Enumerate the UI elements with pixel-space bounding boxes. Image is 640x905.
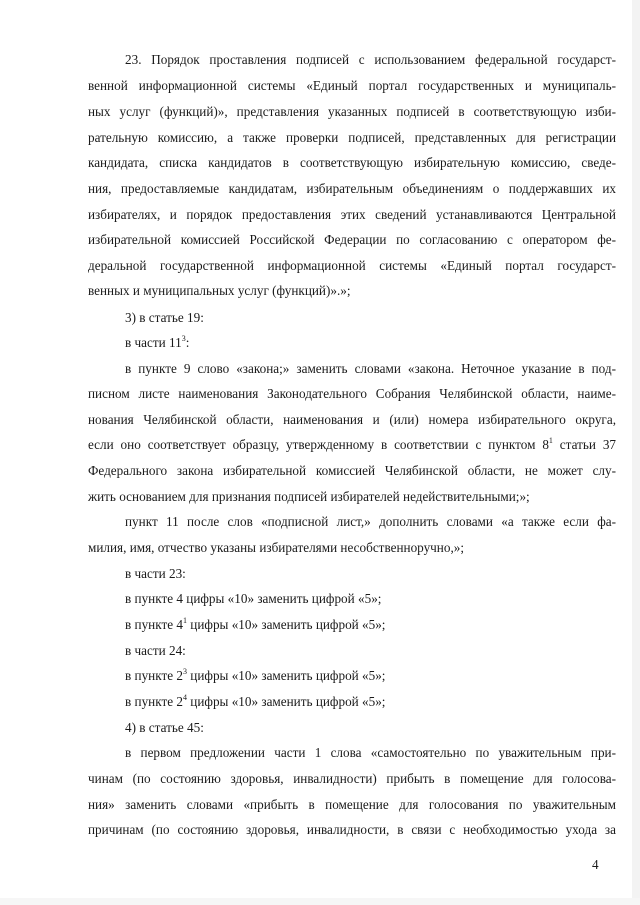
text-line: 4) в статье 45: <box>125 720 204 735</box>
text-fragment: : <box>185 335 190 350</box>
text-line <box>125 617 385 633</box>
text-line: венной информационной системы «Единый портал государственных и муниципаль- <box>88 78 616 93</box>
text-line: избирателях, и порядок предоставления этих сведений устанавливаются Центральной <box>88 207 616 222</box>
text-line: в пункте 4 цифры «10» заменить цифрой «5»; <box>125 591 382 606</box>
text-line <box>88 437 616 453</box>
superscript: 3 <box>182 666 187 676</box>
text-line: рательную комиссию, а также проверки подписей, представленных для регистрации <box>88 130 616 145</box>
text-line: чинам (по состоянию здоровья, инвалидности) прибыть в помещение для голосова- <box>88 771 616 786</box>
text-line: писном листе наименования Законодательного Собрания Челябинской области, наиме- <box>88 386 616 401</box>
text-line: в части 23: <box>125 566 186 581</box>
page-number: 4 <box>592 857 599 872</box>
text-line <box>125 335 189 351</box>
text-line: венных и муниципальных услуг (функций)».»; <box>88 283 351 298</box>
text-fragment: в пункте 2 <box>125 668 183 683</box>
text-line: избирательной комиссией Российской Федерации по согласованию с оператором фе- <box>88 232 616 247</box>
text-fragment: если оно соответствует образцу, утвержденному в соответствии с пунктом 8 <box>88 437 549 452</box>
text-line: 3) в статье 19: <box>125 310 204 325</box>
scan-edge-bottom <box>0 898 640 905</box>
text-line: в части 24: <box>125 643 186 658</box>
text-fragment: цифры «10» заменить цифрой «5»; <box>186 668 386 683</box>
text-line: пункт 11 после слов «подписной лист,» дополнить словами «а также если фа- <box>125 514 616 529</box>
text-line: милия, имя, отчество указаны избирателями несобственноручно,»; <box>88 540 465 555</box>
text-line: Федерального закона избирательной комиссией Челябинской области, не может слу- <box>88 463 616 478</box>
text-fragment: в пункте 2 <box>125 694 183 709</box>
text-fragment: в части 11 <box>125 335 182 350</box>
text-line: жить основанием для признания подписей избирателей недействительными;»; <box>88 489 530 504</box>
scan-edge <box>632 0 640 905</box>
text-line <box>125 668 385 684</box>
superscript: 4 <box>182 692 187 702</box>
text-line: 23. Порядок проставления подписей с использованием федеральной государст- <box>125 52 616 67</box>
text-line: в пункте 9 слово «закона;» заменить словами «закона. Неточное указание в под- <box>125 361 616 376</box>
text-fragment: цифры «10» заменить цифрой «5»; <box>186 617 386 632</box>
superscript: 1 <box>182 615 187 625</box>
text-line <box>125 694 385 710</box>
text-line: в первом предложении части 1 слова «самостоятельно по уважительным при- <box>125 745 616 760</box>
text-line: нования Челябинской области, наименования и (или) номера избирательного округа, <box>88 412 616 427</box>
text-line: кандидата, списка кандидатов в соответствующую избирательную комиссию, сведе- <box>88 155 616 170</box>
text-line: ных услуг (функций)», представления указанных подписей в соответствующую изби- <box>88 104 616 119</box>
text-line: причинам (по состоянию здоровья, инвалидности, в связи с необходимостью ухода за <box>88 822 616 837</box>
text-fragment: в пункте 4 <box>125 617 183 632</box>
superscript: 3 <box>181 333 186 343</box>
text-fragment: цифры «10» заменить цифрой «5»; <box>186 694 386 709</box>
text-line: ния, предоставляемые кандидатам, избирательным объединениям о поддержавших их <box>88 181 616 196</box>
text-line: ния» заменить словами «прибыть в помещение для голосования по уважительным <box>88 797 616 812</box>
superscript: 1 <box>548 435 553 445</box>
text-line: деральной государственной информационной системы «Единый портал государст- <box>88 258 616 273</box>
text-fragment: статьи 37 <box>552 437 617 452</box>
